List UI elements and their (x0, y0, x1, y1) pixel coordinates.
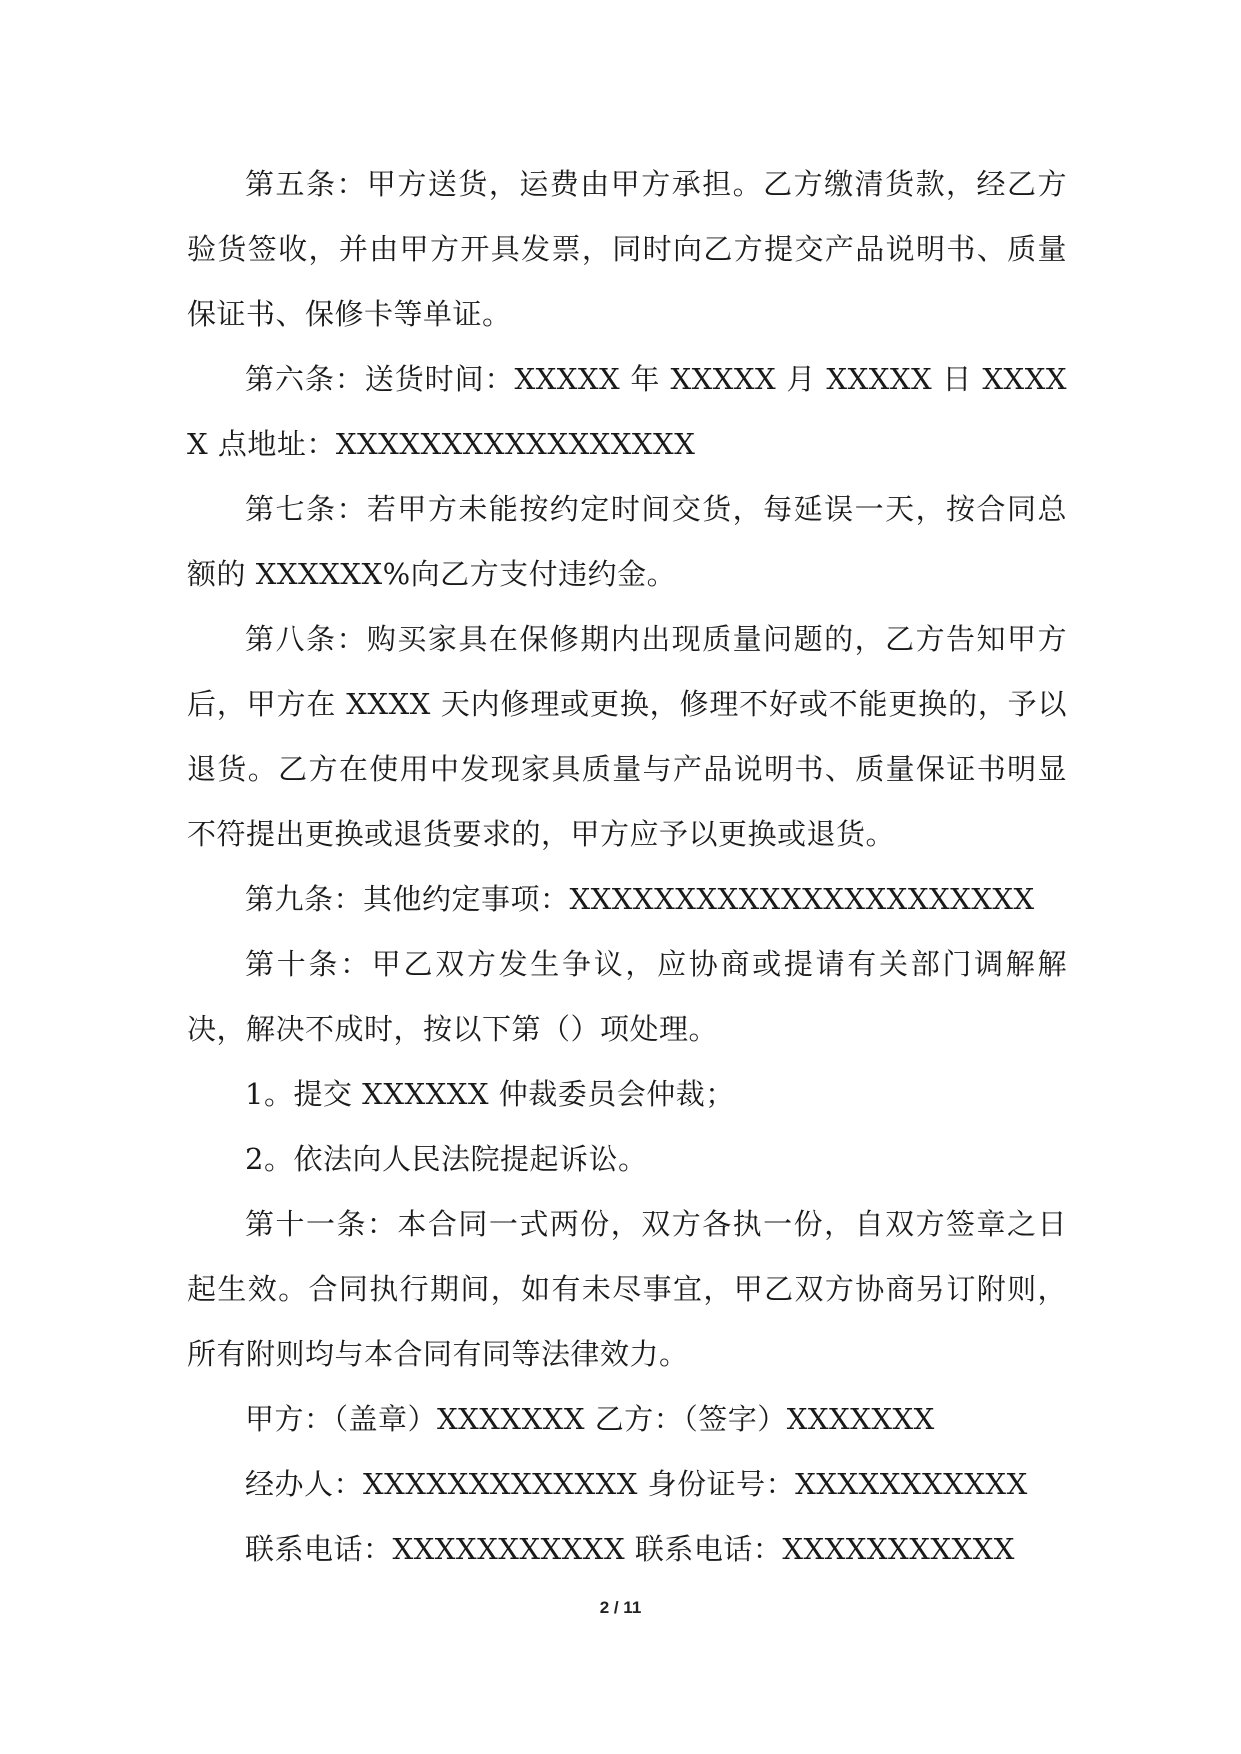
contact-phone-line: 联系电话：XXXXXXXXXXX 联系电话：XXXXXXXXXXX (245, 1532, 1015, 1566)
dispute-option-1: 1。提交 XXXXXX 仲裁委员会仲裁； (245, 1077, 735, 1111)
clause-8-warranty: 第八条：购买家具在保修期内出现质量问题的，乙方告知甲方后，甲方在 XXXX 天内修理或更换，修理不好或不能更换的，予以退货。乙方在使用中发现家具质量与产品说明书、质量保证书明显不符提出更换或退货要求的，甲方应予以更换或退货。 (187, 622, 1067, 851)
dispute-option-2: 2。依法向人民法院提起诉讼。 (245, 1142, 648, 1176)
clause-6-delivery-time: 第六条：送货时间：XXXXX 年 XXXXX 月 XXXXX 日 XXXXX 点地址：XXXXXXXXXXXXXXXXX (187, 362, 1067, 461)
page-number: 2 / 11 (599, 1598, 642, 1617)
clause-9-other: 第九条：其他约定事项：XXXXXXXXXXXXXXXXXXXXXX (245, 882, 1035, 916)
clause-5: 第五条：甲方送货，运费由甲方承担。乙方缴清货款，经乙方验货签收，并由甲方开具发票，同时向乙方提交产品说明书、质量保证书、保修卡等单证。 (187, 167, 1067, 331)
document-body (187, 152, 1067, 1582)
clause-10-dispute: 第十条：甲乙双方发生争议，应协商或提请有关部门调解解决，解决不成时，按以下第（）项处理。 (187, 947, 1067, 1046)
handler-id-line: 经办人：XXXXXXXXXXXXX 身份证号：XXXXXXXXXXX (245, 1467, 1028, 1501)
clause-11-effect: 第十一条：本合同一式两份，双方各执一份，自双方签章之日起生效。合同执行期间，如有未尽事宜，甲乙双方协商另订附则，所有附则均与本合同有同等法律效力。 (187, 1207, 1067, 1371)
signature-line: 甲方：（盖章）XXXXXXX 乙方：（签字）XXXXXXX (245, 1402, 935, 1436)
clause-7-penalty: 第七条：若甲方未能按约定时间交货，每延误一天，按合同总额的 XXXXXX%向乙方支付违约金。 (187, 492, 1067, 591)
